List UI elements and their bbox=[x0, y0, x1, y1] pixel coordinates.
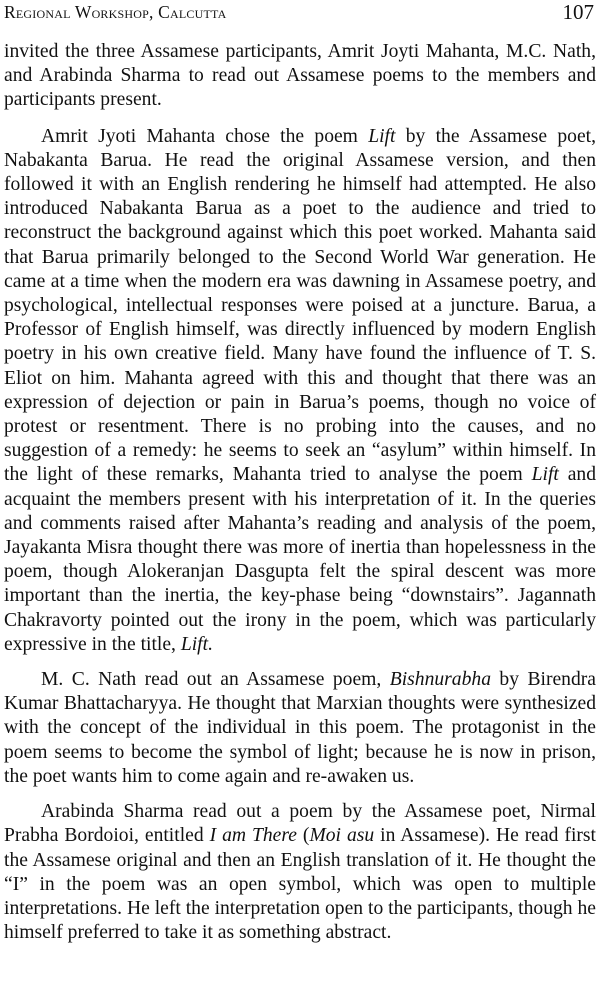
paragraph-4 bbox=[4, 800, 596, 945]
paragraph-text: ( bbox=[296, 825, 310, 847]
italic-title-text: I am There bbox=[209, 825, 297, 847]
italic-title-text: Lift. bbox=[180, 633, 213, 655]
paragraph-text: M. C. Nath read out an Assamese poem, bbox=[41, 669, 390, 691]
paragraph-text: in Assamese). He read first the Assamese original and then an English translation of it. He thought the “I” in the poem was an open symbol, which was open to multiple interpretations. He left the interpretation open to the participants, though he himself preferred to take it as something abstract. bbox=[4, 825, 596, 944]
running-head bbox=[4, 0, 596, 34]
running-title: Regional Workshop, Calcutta bbox=[4, 2, 227, 22]
page-number: 107 bbox=[562, 0, 594, 24]
italic-title-text: Lift bbox=[531, 464, 559, 486]
paragraph-text: by Birendra Kumar Bhattacharyya. He thought that Marxian thoughts were synthesized with the concept of the individual in this poem. The protagonist in the poem seems to become the symbol of light; because he is now in prison, the poet wants him to come again and re-awaken us. bbox=[4, 669, 596, 787]
paragraph-text: Amrit Jyoti Mahanta chose the poem bbox=[41, 125, 369, 147]
italic-title-text: Lift bbox=[368, 125, 396, 147]
book-page bbox=[4, 0, 596, 1006]
italic-title-text: Moi asu bbox=[309, 825, 375, 847]
italic-title-text: Bishnurabha bbox=[389, 669, 491, 691]
paragraph-text: by the Assamese poet, Nabakanta Barua. He read the original Assamese version, and then followed it with an English rendering he himself had attempted. He also introduced Nabakanta Barua as a poet to the audience and tried to reconstruct the background against which this poet worked. Mahanta said that Barua primarily belonged to the Second World War generation. He came at a time when the modern era was dawning in Assamese poetry, and psychological, intellectual responses were poised at a juncture. Barua, a Professor of English himself, was directly influenced by modern English poetry in his own creative field. Many have found the influence of T. S. Eliot on him. Mahanta agreed with this and thought that there was an expression of dejection or pain in Barua’s poems, though no voice of protest or resentment. There is no probing into the causes, and no suggestion of a remedy: he seems to seek an “asylum” within himself. In the light of these remarks, Mahanta tried to analyse the poem bbox=[4, 125, 596, 486]
paragraph-text: Arabinda Sharma read out a poem by the Assamese poet, Nirmal Prabha Bordoioi, entitled bbox=[4, 801, 596, 847]
body-text bbox=[4, 40, 596, 945]
paragraph-3 bbox=[4, 668, 596, 789]
paragraph-2 bbox=[4, 125, 596, 657]
paragraph-text: invited the three Assamese participants, Amrit Joyti Mahanta, M.C. Nath, and Arabinda Sharma to read out Assamese poems to the members and participants present. bbox=[4, 41, 596, 111]
paragraph-1 bbox=[4, 40, 596, 113]
paragraph-text: and acquaint the members present with his interpretation of it. In the queries and comments raised after Mahanta’s reading and analysis of the poem, Jayakanta Misra thought there was more of inertia than hopelessness in the poem, though Alokeranjan Dasgupta felt the spiral descent was more important than the inertia, the key-phase being “downstairs”. Jagannath Chakravorty pointed out the irony in the poem, which was particularly expressive in the title, bbox=[4, 464, 596, 655]
